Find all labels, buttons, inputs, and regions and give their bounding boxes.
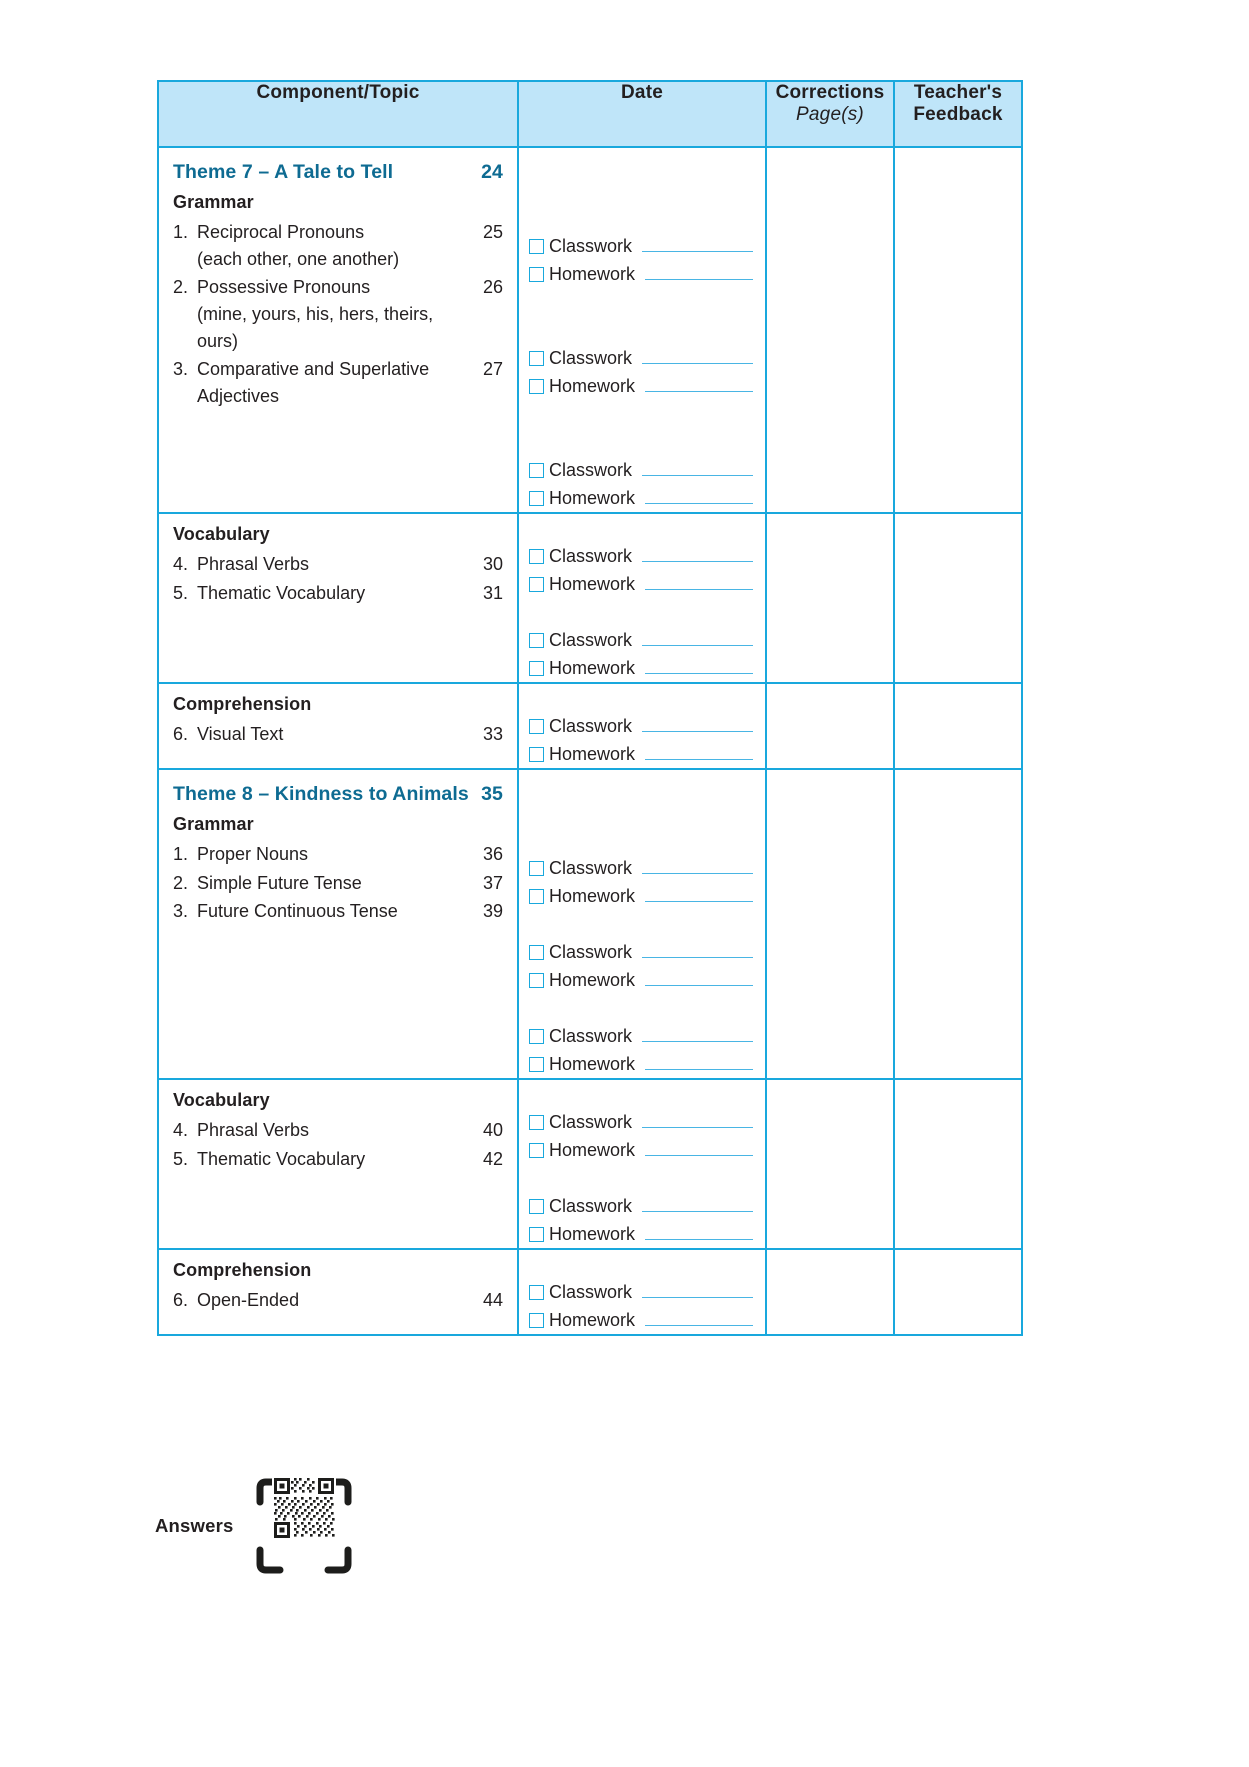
progress-checklist-table: [157, 80, 1023, 1336]
teacher-feedback-cell[interactable]: [894, 147, 1022, 513]
date-write-in-line[interactable]: [645, 971, 753, 986]
topic-item: [173, 356, 503, 409]
topic-cell: [158, 147, 518, 513]
homework-entry-row: [519, 570, 765, 598]
table-body: [158, 147, 1022, 1335]
classwork-label: Classwork: [549, 545, 633, 566]
homework-label: Homework: [549, 263, 636, 284]
corrections-cell[interactable]: [766, 683, 894, 769]
topic-item: [173, 841, 503, 868]
topic-number: 6.: [173, 1290, 189, 1310]
classwork-label: Classwork: [549, 629, 633, 650]
topic-text: Visual Text: [197, 724, 284, 744]
date-entry-stack: [519, 148, 765, 512]
topic-cell: [158, 769, 518, 1079]
classwork-entry-row: [519, 456, 765, 484]
topic-number: 1.: [173, 222, 189, 242]
topic-page-number: 36: [482, 844, 503, 864]
date-write-in-line[interactable]: [645, 1055, 753, 1070]
checkbox-classwork[interactable]: [529, 549, 544, 564]
topic-item: [173, 870, 503, 897]
header-corrections-main: Corrections: [775, 82, 885, 103]
topic-number: 1.: [173, 844, 189, 864]
date-write-in-line[interactable]: [642, 237, 753, 252]
topic-page-number: 30: [482, 554, 503, 574]
date-entry-stack: [519, 1080, 765, 1248]
header-date: Date: [518, 81, 766, 147]
date-write-in-line[interactable]: [642, 1113, 753, 1128]
topic-text: Possessive Pronouns (mine, yours, his, hers, theirs, ours): [197, 274, 479, 354]
checkbox-classwork[interactable]: [529, 1115, 544, 1130]
classwork-label: Classwork: [549, 1195, 633, 1216]
date-write-in-line[interactable]: [645, 575, 753, 590]
date-cell: [518, 147, 766, 513]
homework-label: Homework: [549, 1139, 636, 1160]
homework-entry-row: [519, 372, 765, 400]
answers-block: [155, 1472, 358, 1580]
topic-item: [173, 274, 503, 354]
classwork-entry-row: [519, 1192, 765, 1220]
theme-page-number: 35: [481, 783, 503, 805]
checkbox-homework[interactable]: [529, 1057, 544, 1072]
topic-number: 4.: [173, 1120, 189, 1140]
topic-page-number: 42: [482, 1148, 503, 1169]
topic-text: Phrasal Verbs: [197, 554, 310, 574]
homework-label: Homework: [549, 1053, 636, 1074]
classwork-entry-row: [519, 1278, 765, 1306]
topic-number: 3.: [173, 359, 189, 380]
date-write-in-line[interactable]: [642, 1283, 753, 1298]
topic-subtext: (mine, yours, his, hers, theirs, ours): [197, 303, 434, 351]
section-label: Vocabulary: [173, 1090, 270, 1110]
topic-text: Phrasal Verbs: [197, 1120, 310, 1140]
checkbox-homework[interactable]: [529, 747, 544, 762]
checkbox-homework[interactable]: [529, 661, 544, 676]
date-write-in-line[interactable]: [642, 349, 753, 364]
header-teacher-feedback: [894, 81, 1022, 147]
date-cell: [518, 1079, 766, 1249]
topic-number: 6.: [173, 724, 189, 744]
checkbox-classwork[interactable]: [529, 1029, 544, 1044]
topic-page-number: 27: [482, 359, 503, 380]
topic-item: [173, 1146, 503, 1173]
checkbox-classwork[interactable]: [529, 351, 544, 366]
topic-page-number: 25: [482, 222, 503, 242]
section-label: Vocabulary: [173, 524, 270, 544]
date-entry-stack: [519, 514, 765, 682]
topic-page-number: 37: [482, 872, 503, 893]
homework-entry-row: [519, 882, 765, 910]
date-write-in-line[interactable]: [642, 1027, 753, 1042]
table-row: [158, 683, 1022, 769]
checkbox-classwork[interactable]: [529, 633, 544, 648]
topic-text: Reciprocal Pronouns (each other, one another): [197, 219, 479, 272]
topic-number: 5.: [173, 1148, 189, 1169]
checkbox-homework[interactable]: [529, 973, 544, 988]
checkbox-homework[interactable]: [529, 889, 544, 904]
homework-entry-row: [519, 1220, 765, 1248]
classwork-label: Classwork: [549, 235, 633, 256]
classwork-entry-row: [519, 1022, 765, 1050]
classwork-label: Classwork: [549, 1111, 633, 1132]
checkbox-homework[interactable]: [529, 491, 544, 506]
date-write-in-line[interactable]: [645, 265, 753, 280]
theme-title-row: [173, 783, 503, 806]
checkbox-classwork[interactable]: [529, 463, 544, 478]
header-row: [158, 81, 1022, 147]
theme-page-number: 24: [481, 161, 503, 183]
homework-label: Homework: [549, 573, 636, 594]
header-feedback-line1: Teacher's: [913, 82, 1003, 103]
checkbox-homework[interactable]: [529, 379, 544, 394]
topic-subtext: (each other, one another): [197, 248, 400, 269]
classwork-entry-row: [519, 938, 765, 966]
topic-item: [173, 551, 503, 578]
topic-number: 4.: [173, 554, 189, 574]
classwork-entry-row: [519, 626, 765, 654]
corrections-cell[interactable]: [766, 1249, 894, 1335]
theme-title-row: [173, 161, 503, 184]
answers-label: Answers: [155, 1515, 234, 1536]
topic-text: Future Continuous Tense: [197, 901, 398, 922]
checkbox-homework[interactable]: [529, 1227, 544, 1242]
date-entry-stack: [519, 684, 765, 768]
corrections-cell[interactable]: [766, 769, 894, 1079]
topic-page-number: 40: [482, 1120, 503, 1140]
table-header: [158, 81, 1022, 147]
date-cell: [518, 513, 766, 683]
classwork-label: Classwork: [549, 941, 633, 962]
topic-text: Comparative and Superlative Adjectives: [197, 359, 430, 406]
table-row: [158, 1249, 1022, 1335]
topic-item: [173, 580, 503, 607]
homework-entry-row: [519, 740, 765, 768]
corrections-cell[interactable]: [766, 147, 894, 513]
homework-entry-row: [519, 1050, 765, 1078]
topic-cell: [158, 1079, 518, 1249]
checkbox-classwork[interactable]: [529, 1199, 544, 1214]
checkbox-classwork[interactable]: [529, 861, 544, 876]
corrections-cell[interactable]: [766, 1079, 894, 1249]
topic-page-number: 26: [482, 277, 503, 298]
homework-entry-row: [519, 654, 765, 682]
checkbox-classwork[interactable]: [529, 945, 544, 960]
topic-item: [173, 1287, 503, 1314]
date-write-in-line[interactable]: [645, 377, 753, 392]
date-write-in-line[interactable]: [645, 489, 753, 504]
checkbox-homework[interactable]: [529, 1143, 544, 1158]
topic-number: 3.: [173, 901, 189, 922]
topic-page-number: 31: [482, 582, 503, 603]
homework-entry-row: [519, 484, 765, 512]
topic-number: 2.: [173, 277, 189, 298]
homework-label: Homework: [549, 743, 636, 764]
date-write-in-line[interactable]: [642, 859, 753, 874]
date-write-in-line[interactable]: [642, 943, 753, 958]
date-write-in-line[interactable]: [642, 1197, 753, 1212]
topic-item: [173, 1117, 503, 1144]
date-cell: [518, 769, 766, 1079]
homework-entry-row: [519, 966, 765, 994]
classwork-entry-row: [519, 542, 765, 570]
section-label: Comprehension: [173, 694, 312, 714]
topic-page-number: 33: [482, 724, 503, 744]
topic-item: [173, 721, 503, 748]
topic-cell: [158, 513, 518, 683]
section-label: Comprehension: [173, 1260, 312, 1280]
homework-label: Homework: [549, 1223, 636, 1244]
homework-label: Homework: [549, 657, 636, 678]
date-entry-stack: [519, 1250, 765, 1334]
qr-code-icon[interactable]: [250, 1472, 358, 1580]
date-write-in-line[interactable]: [645, 1311, 753, 1326]
teacher-feedback-cell[interactable]: [894, 769, 1022, 1079]
date-write-in-line[interactable]: [642, 547, 753, 562]
corrections-cell[interactable]: [766, 513, 894, 683]
classwork-label: Classwork: [549, 715, 633, 736]
teacher-feedback-cell[interactable]: [894, 513, 1022, 683]
header-corrections: [766, 81, 894, 147]
topic-text: Thematic Vocabulary: [197, 1148, 366, 1169]
teacher-feedback-cell[interactable]: [894, 1249, 1022, 1335]
header-component-topic: Component/Topic: [158, 81, 518, 147]
date-write-in-line[interactable]: [645, 659, 753, 674]
homework-label: Homework: [549, 885, 636, 906]
homework-label: Homework: [549, 1309, 636, 1330]
section-label: Grammar: [173, 192, 254, 212]
header-corrections-sub: Page(s): [796, 103, 864, 125]
checkbox-homework[interactable]: [529, 577, 544, 592]
homework-label: Homework: [549, 375, 636, 396]
topic-number: 5.: [173, 582, 189, 603]
topic-page-number: 44: [482, 1290, 503, 1310]
teacher-feedback-cell[interactable]: [894, 1079, 1022, 1249]
checkbox-classwork[interactable]: [529, 1285, 544, 1300]
homework-entry-row: [519, 1306, 765, 1334]
header-feedback-line2: Feedback: [913, 103, 1003, 125]
table-row: [158, 513, 1022, 683]
topic-cell: [158, 683, 518, 769]
topic-item: [173, 898, 503, 925]
topic-page-number: 39: [482, 901, 503, 922]
classwork-label: Classwork: [549, 459, 633, 480]
topic-text: Open-Ended: [197, 1290, 300, 1310]
theme-title: Theme 8 – Kindness to Animals: [173, 783, 469, 805]
homework-entry-row: [519, 1136, 765, 1164]
classwork-entry-row: [519, 344, 765, 372]
theme-title: Theme 7 – A Tale to Tell: [173, 161, 394, 183]
classwork-entry-row: [519, 712, 765, 740]
homework-label: Homework: [549, 487, 636, 508]
topic-cell: [158, 1249, 518, 1335]
teacher-feedback-cell[interactable]: [894, 683, 1022, 769]
date-write-in-line[interactable]: [645, 1141, 753, 1156]
date-cell: [518, 1249, 766, 1335]
homework-entry-row: [519, 260, 765, 288]
table-row: [158, 1079, 1022, 1249]
topic-item: [173, 219, 503, 272]
classwork-label: Classwork: [549, 347, 633, 368]
classwork-entry-row: [519, 1108, 765, 1136]
checkbox-classwork[interactable]: [529, 719, 544, 734]
date-entry-stack: [519, 770, 765, 1078]
table-row: [158, 147, 1022, 513]
classwork-entry-row: [519, 232, 765, 260]
date-cell: [518, 683, 766, 769]
date-write-in-line[interactable]: [645, 887, 753, 902]
classwork-label: Classwork: [549, 1281, 633, 1302]
topic-text: Simple Future Tense: [197, 872, 362, 893]
date-write-in-line[interactable]: [642, 461, 753, 476]
classwork-entry-row: [519, 854, 765, 882]
classwork-label: Classwork: [549, 1025, 633, 1046]
section-label: Grammar: [173, 814, 254, 834]
date-write-in-line[interactable]: [645, 1225, 753, 1240]
topic-text: Thematic Vocabulary: [197, 582, 366, 603]
topic-text: Proper Nouns: [197, 844, 309, 864]
date-write-in-line[interactable]: [645, 745, 753, 760]
homework-label: Homework: [549, 969, 636, 990]
classwork-label: Classwork: [549, 857, 633, 878]
checkbox-homework[interactable]: [529, 267, 544, 282]
topic-number: 2.: [173, 872, 189, 893]
date-write-in-line[interactable]: [642, 717, 753, 732]
date-write-in-line[interactable]: [642, 631, 753, 646]
checkbox-classwork[interactable]: [529, 239, 544, 254]
table-row: [158, 769, 1022, 1079]
checkbox-homework[interactable]: [529, 1313, 544, 1328]
